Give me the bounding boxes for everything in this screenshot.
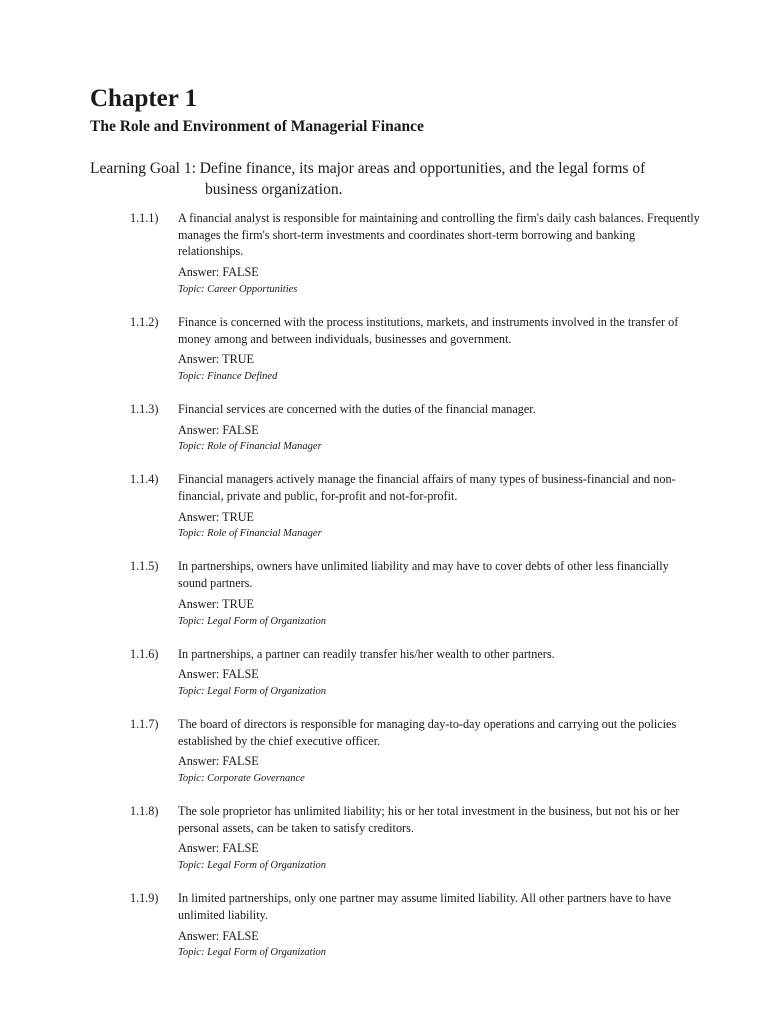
question-topic: Topic: Role of Financial Manager <box>178 441 322 453</box>
question-item <box>90 471 700 541</box>
chapter-title: Chapter 1 <box>90 85 198 112</box>
question-topic: Topic: Finance Defined <box>178 370 278 382</box>
question-text: In limited partnerships, only one partner may assume limited liability. All other partners have to have unlimited liability. <box>178 891 672 922</box>
question-text: The board of directors is responsible for managing day-to-day operations and carrying out the policies established by the chief executive officer. <box>178 716 677 748</box>
question-topic: Topic: Legal Form of Organization <box>178 947 326 959</box>
question-number: 1.1.4) <box>130 472 159 487</box>
question-text: Financial managers actively manage the financial affairs of many types of business-financial and non-financial, private and public, for-profit and not-for-profit. <box>178 472 676 504</box>
question-number: 1.1.5) <box>130 559 159 574</box>
question-text: In partnerships, a partner can readily transfer his/her wealth to other partners. <box>178 646 555 661</box>
question-answer: Answer: FALSE <box>178 841 259 856</box>
question-text: Finance is concerned with the process institutions, markets, and instruments involved in the transfer of money among and between individuals, businesses and government. <box>178 314 679 346</box>
question-answer: Answer: TRUE <box>178 509 254 524</box>
question-answer: Answer: FALSE <box>178 928 259 943</box>
question-number: 1.1.7) <box>130 716 159 731</box>
learning-goal-text: Define finance, its major areas and opportunities, and the legal forms of business organization. <box>199 160 646 198</box>
question-text: Financial services are concerned with the duties of the financial manager. <box>178 401 536 416</box>
question-answer: Answer: FALSE <box>178 667 259 682</box>
question-text: The sole proprietor has unlimited liability; his or her total investment in the business, but not his or her personal assets, can be taken to satisfy creditors. <box>178 804 680 835</box>
question-answer: Answer: FALSE <box>178 422 259 437</box>
question-topic: Topic: Legal Form of Organization <box>178 615 326 627</box>
learning-goal <box>90 158 700 200</box>
question-item <box>90 890 700 960</box>
question-number: 1.1.8) <box>130 804 159 819</box>
question-number: 1.1.6) <box>130 646 159 661</box>
question-answer: Answer: FALSE <box>178 265 259 280</box>
question-number: 1.1.3) <box>130 401 159 416</box>
question-topic: Topic: Role of Financial Manager <box>178 528 322 540</box>
question-item <box>90 210 700 297</box>
question-text: In partnerships, owners have unlimited liability and may have to cover debts of other less financially sound partners. <box>178 559 669 591</box>
question-topic: Topic: Career Opportunities <box>178 283 298 295</box>
question-item <box>90 803 700 873</box>
document-page <box>90 84 700 960</box>
question-answer: Answer: FALSE <box>178 754 259 769</box>
question-text: A financial analyst is responsible for maintaining and controlling the firm's daily cash balances. Frequently manages the firm's short-term investments and coordinates short-term borrowing and banking relationships. <box>178 211 700 259</box>
question-number: 1.1.9) <box>130 891 159 906</box>
question-topic: Topic: Legal Form of Organization <box>178 860 326 872</box>
question-list <box>90 210 700 960</box>
question-answer: Answer: TRUE <box>178 596 254 611</box>
question-topic: Topic: Legal Form of Organization <box>178 685 326 697</box>
question-item <box>90 314 700 384</box>
learning-goal-label: Learning Goal 1: <box>90 160 196 177</box>
question-item <box>90 558 700 628</box>
question-number: 1.1.1) <box>130 211 159 225</box>
question-item <box>90 716 700 786</box>
question-answer: Answer: TRUE <box>178 352 254 367</box>
question-item <box>90 401 700 454</box>
question-topic: Topic: Corporate Governance <box>178 773 305 785</box>
question-item <box>90 646 700 699</box>
question-number: 1.1.2) <box>130 314 159 329</box>
chapter-subtitle: The Role and Environment of Managerial Finance <box>90 118 424 135</box>
